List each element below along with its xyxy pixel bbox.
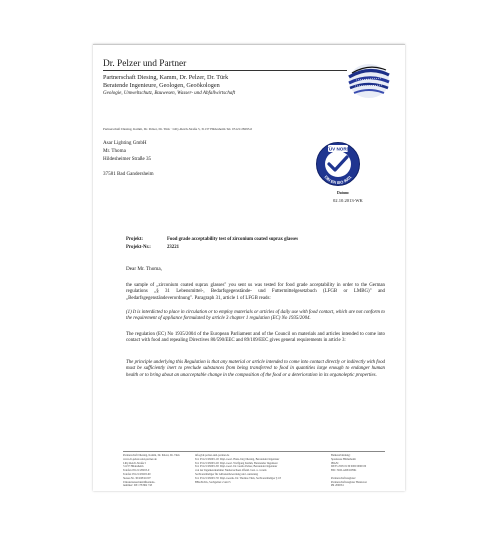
footer-col-address: Partnerschaft Diesing, Kamm, Dr. Pelzer, Dr. Türk www.dr-pelzer-und-partner.de Lilly-Reich-Straße 5 31137 Hildesheim Telefon 05121/28293-0 Telefax 05121/28293-60 Steuer-Nr. 30/208/21007 Umsatzsteueridentifikations- nummer: DE 178 862 743 bbox=[123, 454, 180, 488]
recipient-person: Mr. Thoma bbox=[103, 148, 126, 154]
firm-name: Dr. Pelzer und Partner bbox=[103, 59, 187, 69]
footer-rule bbox=[123, 451, 385, 452]
letter-page bbox=[93, 44, 405, 491]
date-value: 02.10.2013-WK bbox=[333, 198, 363, 203]
project-number-label: Projekt-Nr.: bbox=[126, 245, 151, 250]
fields-line: Geologie, Umweltschutz, Bauwesen, Wasser- und Abfallwirtschaft bbox=[103, 91, 236, 96]
recipient-city: 37581 Bad Gandersheim bbox=[103, 171, 154, 177]
paragraph-principle-quote: The principle underlying this Regulation is that any material or article intended to come into contact directly or indirectly with food must be sufficiently inert to preclude substances from being transferred to food in quantities large enough to endanger human health or to bring about an unacceptable change in the composition of the food or a deterioration in its organoleptic properties. bbox=[126, 360, 385, 378]
greeting: Dear Mr. Thoma, bbox=[126, 266, 162, 272]
recipient-street: Hildesheimer Straße 35 bbox=[103, 156, 152, 162]
header-rule bbox=[103, 70, 347, 71]
seal-top-text: TÜV NORD bbox=[326, 146, 350, 152]
project-number: 23221 bbox=[167, 245, 179, 250]
project-title: Food grade acceptability test of zirconium coated suprax glasses bbox=[167, 237, 299, 242]
footer-col-contacts: info@dr-pelzer-und-partner.de Tel. 05121/28293-10: Dipl.-Geol. Hans-Jörg Diesing, Beratender Ingenieur Tel. 05121/28293-20: Dipl.-Geol. Wolfgang Kamm, Beratender Ingenieur Tel. 05121/28293-30: Dipl.-Geol. Dr. Guido Pelzer, Beratender Ingenieur von der Ingenieurkammer Niedersachsen öffentl. best. u. vereid. Sachverständiger für Altlastenbewertung und -sanierung Tel. 05121/28293-70: Dipl.-Geoök. Dr. Thomas Türk, Sachverständiger § 18 BBodSchG, Sachgebiet 2 und 5 bbox=[195, 454, 281, 484]
date-label: Datum: bbox=[337, 191, 350, 195]
sender-return-line: Partnerschaft Diesing, Kamm, Dr. Pelzer, Dr. Türk · Lilly-Reich-Straße 5, 31137 Hildesheim Tel. 05121/28293-0 bbox=[103, 127, 253, 131]
globe-swoosh-logo-icon bbox=[346, 61, 392, 106]
footer-col-bank: Bankverbindung: Sparkasse Hildesheim IBAN: DE35 2595 0130 0000 0000 00 BIC: NOLADE21HIK Partnerschaftsregister: Partnerschaftsregister Hannover PR 200054 bbox=[331, 454, 367, 488]
profession-line: Beratende Ingenieure, Geologen, Geoökologen bbox=[103, 82, 220, 89]
paragraph-intro: the sample of „zirconium coated suprax glasses" you sent us was tested for food grade acceptability in order to the German regulations „§ 31 Lebensmittel-, Bedarfsgegenstände- und Futtermittelgesetzbuch (LFGB or LMBG)" and „Bedarfsgegenständeverordnung". Paragraph 31, article 1 of LFGB reads: bbox=[126, 283, 385, 301]
recipient-company: Asar Lighting GmbH bbox=[103, 140, 147, 146]
partners-line: Partnerschaft Diesing, Kamm, Dr. Pelzer, Dr. Türk bbox=[103, 74, 229, 81]
project-label: Projekt: bbox=[126, 237, 143, 242]
paragraph-regulation: The regulation (EC) No 1935/2004 of the European Parliament and of the Council on materials and articles intended to come into contact with food and repealing Directives 80/590/EEC and 89/109/EEC gives general requirements in article 3: bbox=[126, 332, 385, 344]
seal-ring-text: DIN EN ISO 9001 bbox=[323, 174, 353, 186]
paragraph-lfgb-quote: (1) It is interdicted to place in circulation or to employ materials or articles of daily use with food contact, which are not conform to the requirement of appliance formulated by article 3 chapter 1 regulation (EC) No 1935/2004. bbox=[126, 310, 385, 322]
tuv-certification-seal-icon bbox=[315, 141, 361, 192]
